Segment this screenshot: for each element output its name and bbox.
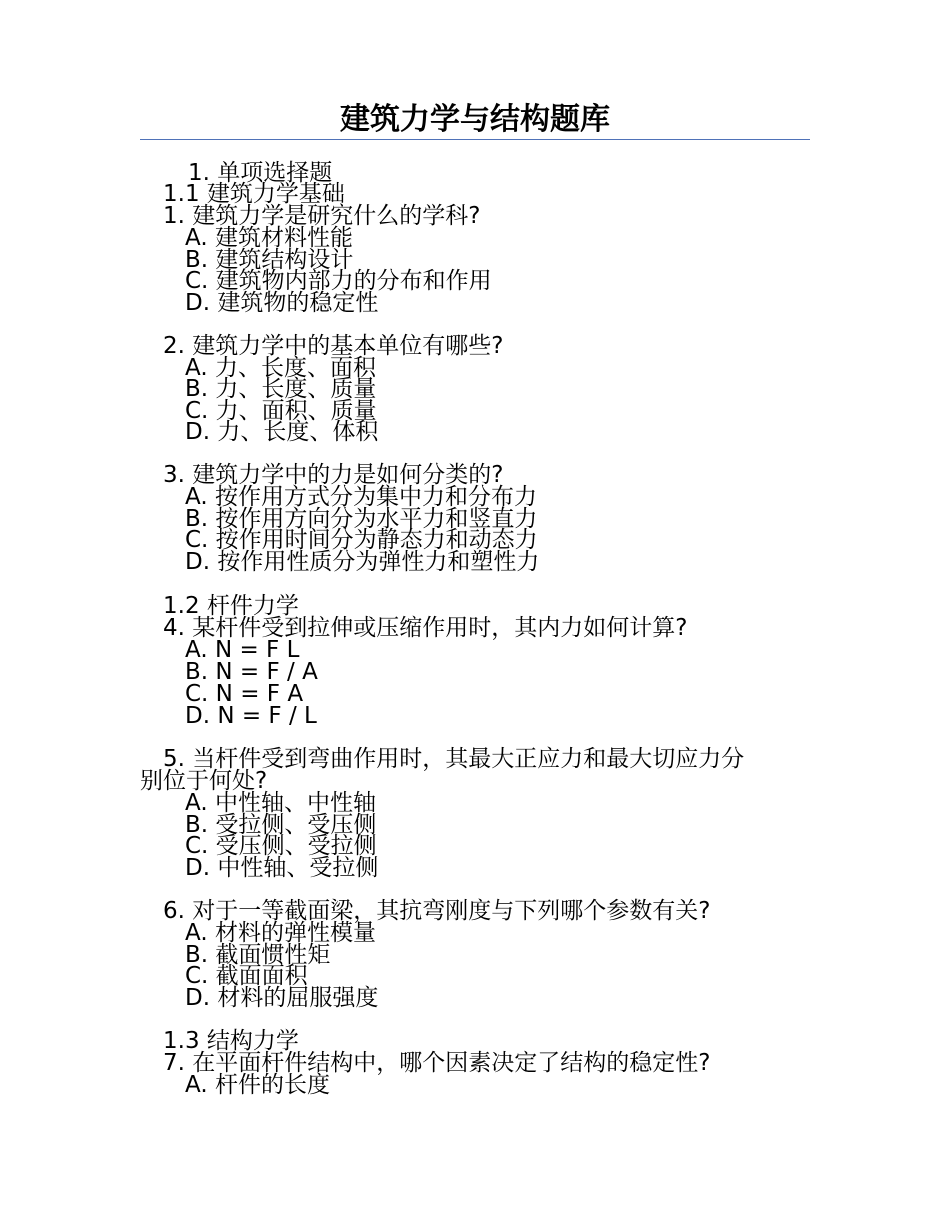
- option-a: A. 力、长度、面积: [185, 355, 376, 381]
- option-c: C. 受压侧、受拉侧: [185, 833, 377, 859]
- option-b: B. 按作用方向分为水平力和竖直力: [185, 506, 538, 532]
- option-b: B. 截面惯性矩: [185, 942, 331, 968]
- option-c: C. 建筑物内部力的分布和作用: [185, 268, 492, 294]
- option-a: A. 建筑材料性能: [185, 225, 353, 251]
- option-b: B. 受拉侧、受压侧: [185, 812, 377, 838]
- question-text: 4. 某杆件受到拉伸或压缩作用时，其内力如何计算?: [163, 615, 688, 641]
- option-a: A. N = F L: [185, 637, 300, 663]
- subsection-heading: 1.2 杆件力学: [163, 593, 299, 619]
- option-d: D. 材料的屈服强度: [185, 985, 379, 1011]
- option-b: B. 力、长度、质量: [185, 376, 377, 402]
- subsection-heading: 1.3 结构力学: [163, 1028, 299, 1054]
- option-c: C. 截面面积: [185, 963, 308, 989]
- question-text: 1. 建筑力学是研究什么的学科?: [163, 203, 481, 229]
- option-b: B. 建筑结构设计: [185, 247, 354, 273]
- question-text: 5. 当杆件受到弯曲作用时，其最大正应力和最大切应力分: [163, 746, 745, 772]
- option-d: D. 按作用性质分为弹性力和塑性力: [185, 549, 540, 575]
- subsection-heading: 1.1 建筑力学基础: [163, 181, 345, 207]
- option-d: D. 中性轴、受拉侧: [185, 855, 379, 881]
- question-text: 3. 建筑力学中的力是如何分类的?: [163, 462, 504, 488]
- option-c: C. 力、面积、质量: [185, 398, 377, 424]
- option-b: B. N = F / A: [185, 659, 318, 685]
- option-c: C. N = F A: [185, 681, 304, 707]
- option-c: C. 按作用时间分为静态力和动态力: [185, 527, 538, 553]
- option-a: A. 材料的弹性模量: [185, 920, 376, 946]
- question-text: 2. 建筑力学中的基本单位有哪些?: [163, 333, 504, 359]
- option-d: D. 建筑物的稳定性: [185, 290, 379, 316]
- option-a: A. 杆件的长度: [185, 1072, 330, 1098]
- option-a: A. 按作用方式分为集中力和分布力: [185, 484, 537, 510]
- question-text: 7. 在平面杆件结构中，哪个因素决定了结构的稳定性?: [163, 1050, 711, 1076]
- question-text: 6. 对于一等截面梁，其抗弯刚度与下列哪个参数有关?: [163, 898, 711, 924]
- title-rule: [140, 139, 810, 140]
- option-d: D. N = F / L: [185, 703, 317, 729]
- document-title: 建筑力学与结构题库: [340, 102, 610, 137]
- section-heading: 1. 单项选择题: [188, 160, 333, 186]
- question-text-continued: 别位于何处?: [140, 768, 268, 794]
- option-a: A. 中性轴、中性轴: [185, 790, 376, 816]
- option-d: D. 力、长度、体积: [185, 419, 379, 445]
